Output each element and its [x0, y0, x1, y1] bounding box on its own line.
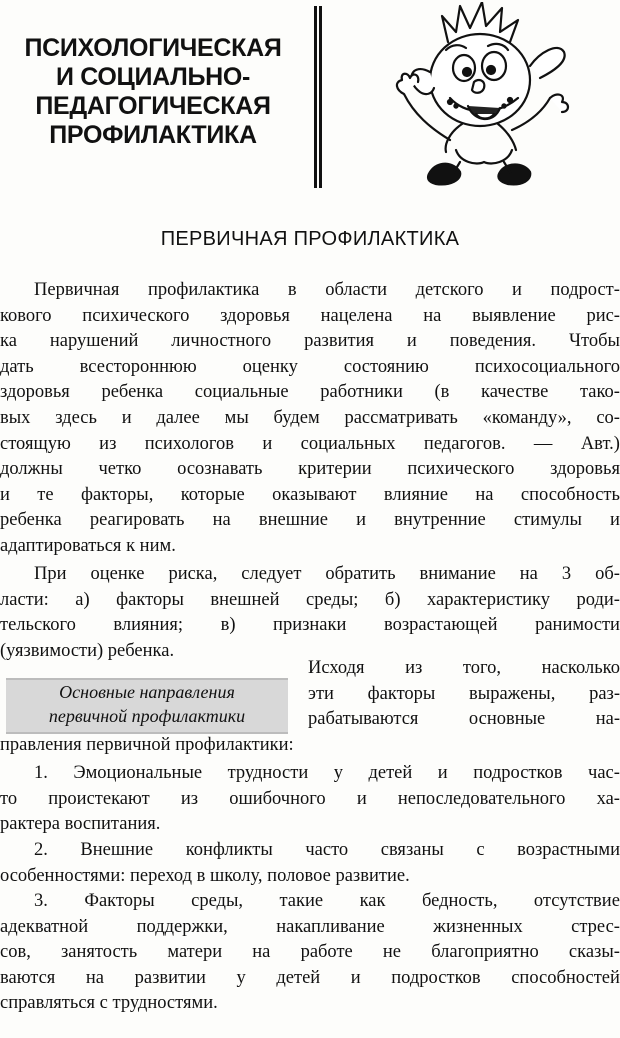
text-line: стоящую из психологов и социальных педагогов. — Авт.)	[0, 433, 620, 454]
paragraph-1	[0, 278, 620, 560]
text-line: дать всестороннюю оценку состоянию психосоциального	[0, 356, 620, 377]
cartoon-boy-illustration	[390, 2, 580, 188]
text-line: ласти: а) факторы внешней среды; б) характеристику роди-	[0, 589, 620, 610]
chapter-title	[0, 34, 306, 150]
sidebar-callout	[6, 678, 288, 734]
text-line: ваются на развитии у детей и подростков способностей	[0, 967, 620, 988]
text-line: и те факторы, которые оказывают влияние на способность	[0, 484, 620, 505]
callout-line: первичной профилактики	[48, 706, 246, 726]
text-line: Первичная профилактика в области детского и подрост-	[34, 280, 620, 300]
text-line: сов, занятость матери на работе не благоприятно сказы-	[0, 942, 620, 963]
vertical-divider	[314, 6, 317, 188]
section-heading: ПЕРВИЧНАЯ ПРОФИЛАКТИКА	[160, 228, 460, 250]
paragraph-3-wrap	[308, 656, 620, 733]
text-line: адекватной поддержки, накапливание жизненных стрес-	[0, 916, 620, 937]
text-line: правления первичной профилактики:	[0, 735, 294, 755]
text-line: 3. Факторы среды, такие как бедность, отсутствие	[34, 891, 620, 911]
chapter-title-line: ПЕДАГОГИЧЕСКАЯ	[35, 92, 271, 120]
paragraph-3-tail	[0, 733, 620, 759]
text-line: особенностями: переход в школу, половое развитие.	[0, 865, 410, 886]
text-line: здоровья ребенка социальные работники (в качестве тако-	[0, 382, 620, 403]
text-line: Исходя из того, насколько	[308, 658, 620, 678]
text-line: 1. Эмоциональные трудности у детей и подростков час-	[34, 763, 620, 783]
text-line: ребенка реагировать на внешние и внутренние стимулы и	[0, 510, 620, 531]
chapter-title-line: ПСИХОЛОГИЧЕСКАЯ	[24, 34, 282, 62]
text-line: 2. Внешние конфликты часто связаны с возрастными	[34, 840, 620, 860]
paragraph-2	[0, 562, 620, 664]
text-line: рабатываются основные на-	[308, 709, 620, 730]
text-line: ка нарушений личностного развития и поведения. Чтобы	[0, 331, 620, 352]
text-line: адаптироваться к ним.	[0, 535, 176, 556]
text-line: справляться с трудностями.	[0, 993, 218, 1014]
text-line: то проистекают из ошибочного и непоследовательного ха-	[0, 788, 620, 809]
chapter-title-line: ПРОФИЛАКТИКА	[49, 121, 257, 149]
text-line: рактера воспитания.	[0, 814, 161, 835]
text-line: тельского влияния; в) признаки возрастающей ранимости	[0, 615, 620, 636]
list-item-3	[0, 889, 620, 1017]
chapter-title-line: И СОЦИАЛЬНО-	[55, 63, 251, 91]
text-line: При оценке риска, следует обратить внимание на 3 об-	[34, 564, 620, 584]
callout-line: Основные направления	[59, 682, 235, 702]
text-line: эти факторы выражены, раз-	[308, 683, 620, 704]
vertical-divider	[319, 6, 322, 188]
text-line: кового психического здоровья нацелена на выявление рис-	[0, 305, 620, 326]
text-line: вых здесь и далее мы будем рассматривать «команду», со-	[0, 407, 620, 428]
list-item-1	[0, 761, 620, 838]
list-item-2	[0, 838, 620, 889]
text-line: (уязвимости) ребенка.	[0, 640, 175, 661]
text-line: должны четко осознавать критерии психического здоровья	[0, 459, 620, 480]
